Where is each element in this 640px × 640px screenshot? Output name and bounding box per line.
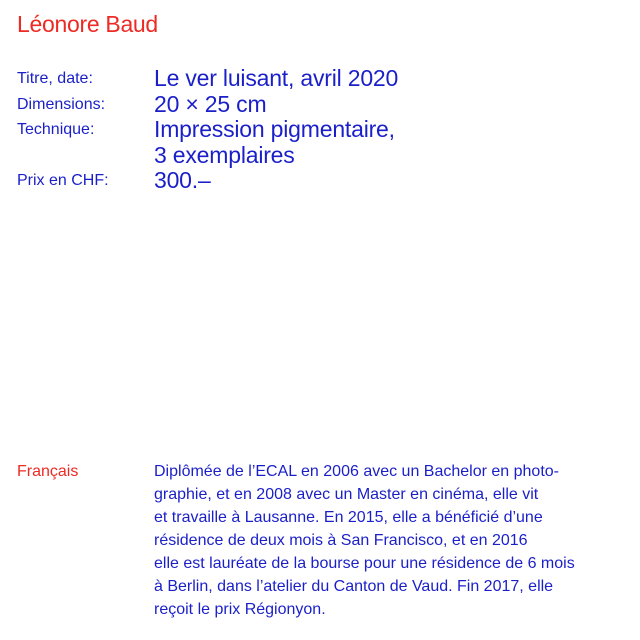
bio-line-2: graphie, et en 2008 avec un Master en cinéma, elle vit xyxy=(154,486,539,503)
spec-label-price: Prix en CHF: xyxy=(17,172,109,189)
spec-value-technique xyxy=(154,117,395,168)
spec-row-technique xyxy=(17,117,627,168)
bio-line-1: Diplômée de l’ECAL en 2006 avec un Bachelor en photo- xyxy=(154,463,559,480)
spec-row-dimensions xyxy=(17,92,627,118)
spec-value-technique-line-2: 3 exemplaires xyxy=(154,141,295,168)
spec-value-technique-line-1: Impression pigmentaire, xyxy=(154,116,395,142)
spec-value-price xyxy=(154,168,211,194)
spec-value-dimensions-line: 20 × 25 cm xyxy=(154,90,267,117)
bio-language-label: Français xyxy=(17,463,79,480)
spec-value-title-line: Le ver luisant, avril 2020 xyxy=(154,65,399,91)
biography-section xyxy=(17,460,627,621)
spec-row-title xyxy=(17,66,627,92)
artist-name: Léonore Baud xyxy=(17,11,158,37)
bio-line-7: reçoit le prix Régionyon. xyxy=(154,601,326,618)
bio-text xyxy=(154,460,624,621)
bio-line-4: résidence de deux mois à San Francisco, et en 2016 xyxy=(154,532,528,549)
spec-value-dimensions xyxy=(154,92,266,118)
spec-value-title xyxy=(154,66,398,92)
bio-line-6: à Berlin, dans l’atelier du Canton de Vaud. Fin 2017, elle xyxy=(154,578,554,595)
bio-line-5: elle est lauréate de la bourse pour une résidence de 6 mois xyxy=(154,555,575,572)
spec-value-price-line: 300.– xyxy=(154,167,211,193)
spec-label-dimensions: Dimensions: xyxy=(17,95,106,113)
artwork-specs xyxy=(17,66,627,194)
spec-row-price xyxy=(17,168,627,194)
spec-label-title: Titre, date: xyxy=(17,70,93,87)
bio-line-3: et travaille à Lausanne. En 2015, elle a bénéficié d’une xyxy=(154,509,543,526)
spec-label-technique: Technique: xyxy=(17,121,95,138)
